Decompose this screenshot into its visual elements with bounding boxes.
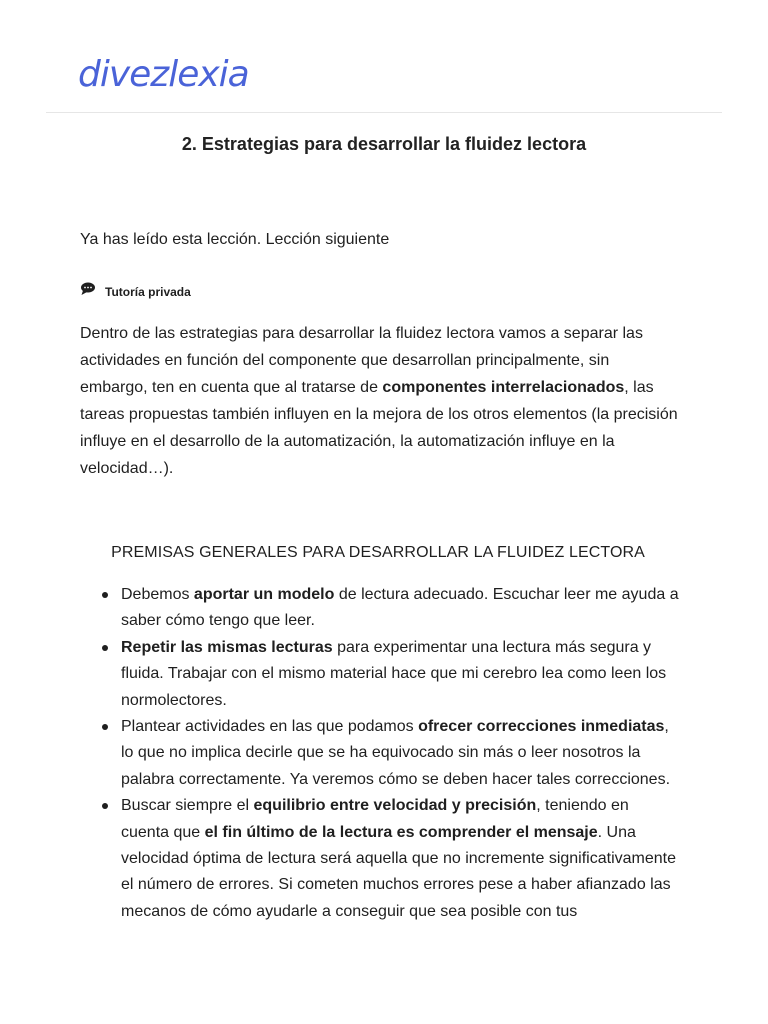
site-header <box>0 0 768 113</box>
list-item-bold: Repetir las mismas lecturas <box>121 638 333 656</box>
header-divider <box>46 112 722 113</box>
intro-text-1: Dentro de las estrategias para desarrollar la fluidez lectora vamos a separar las actividades en función del componente que desarrollan principalmente, sin embargo, ten en cuenta que al tratarse de <box>80 325 643 396</box>
premises-list <box>80 582 680 934</box>
lesson-intro <box>80 320 680 482</box>
list-item-text: de lectura adecuado. Escuchar leer me ayuda a saber cómo tengo que leer. <box>121 586 679 630</box>
list-item <box>121 714 680 793</box>
list-item-bold: el fin último de la lectura es comprender el mensaje <box>204 823 598 841</box>
lesson-title: 2. Estrategias para desarrollar la fluidez lectora <box>181 134 587 154</box>
intro-bold: componentes interrelacionados <box>382 379 625 396</box>
list-item-text: Buscar siempre el <box>121 797 254 815</box>
speech-bubble-icon <box>80 282 96 296</box>
list-item-bold: equilibrio entre velocidad y precisión <box>253 797 537 815</box>
section-heading: PREMISAS GENERALES PARA DESARROLLAR LA FLUIDEZ LECTORA <box>111 544 645 561</box>
list-item-text: . Una velocidad óptima de lectura será aquella que no incremente significativamente el número de errores. Si cometen muchos errores pese a haber afianzado las mecanos de cómo ayudarle a conseguir que sea posible con tus <box>121 823 676 920</box>
list-item-text: , teniendo en cuenta que <box>121 797 629 841</box>
site-logo[interactable] <box>78 54 249 101</box>
lesson-status-link[interactable]: Ya has leído esta lección. Lección siguiente <box>80 231 390 248</box>
list-item-text: Debemos <box>121 586 194 603</box>
list-item-text: Plantear actividades en las que podamos <box>121 718 419 736</box>
list-item <box>121 582 680 635</box>
logo-wordmark: divezlexia <box>78 54 249 95</box>
intro-paragraph <box>80 320 680 482</box>
list-item-text: para experimentar una lectura más segura y fluida. Trabajar con el mismo material hace que mi cerebro lea como leen los normolectores. <box>121 638 667 709</box>
list-item <box>121 635 680 714</box>
list-item-text: , lo que no implica decirle que se ha equivocado sin más o leer nosotros la palabra correctamente. Ya veremos cómo se deben hacer tales correcciones. <box>121 718 671 788</box>
list-item-bold: ofrecer correcciones inmediatas <box>418 718 665 736</box>
intro-text-2: , las tareas propuestas también influyen en la mejora de los otros elementos (la precisión influye en el desarrollo de la automatización, la automatización influye en la velocidad…). <box>80 379 678 477</box>
list-item <box>121 793 680 925</box>
list-item-bold: aportar un modelo <box>193 586 335 603</box>
private-tutoring-label: Tutoría privada <box>105 285 191 299</box>
private-tutoring-link[interactable] <box>80 283 191 301</box>
